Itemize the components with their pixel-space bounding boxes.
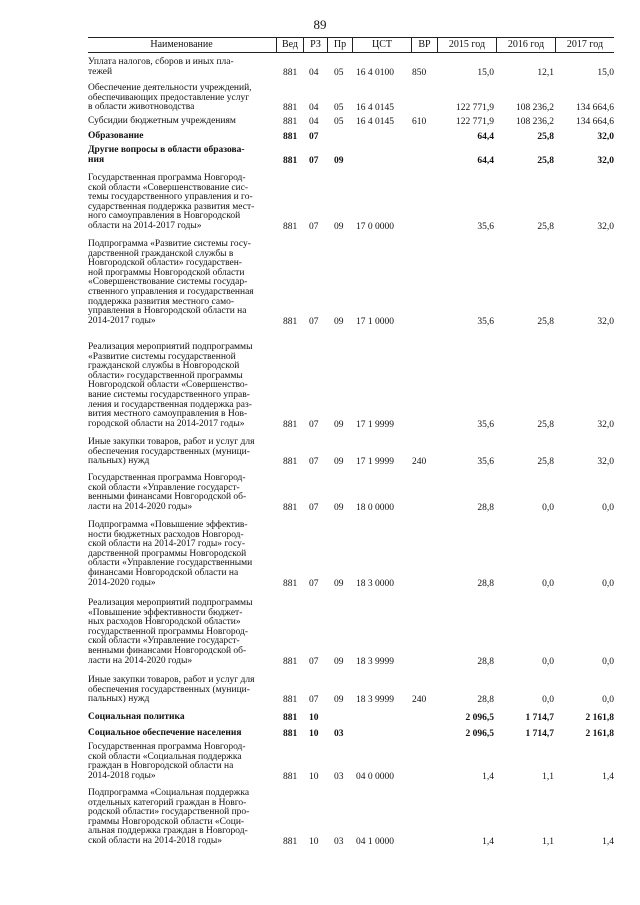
row-value-2016: 1 714,7 (525, 729, 554, 739)
row-rz: 04 (309, 117, 319, 127)
row-pr: 09 (334, 656, 344, 667)
row-ved: 881 (283, 656, 298, 667)
row-cst: 16 4 0100 (356, 67, 394, 78)
row-name: Реализация мероприятий подпрограммы «Повышение эффективности бюджет- ных расходов Новгородской области» государственной программы Новгород- ской области «Управление государст- венными финансами Новгородской об- ласти на 2014-2020 годы» (88, 598, 253, 666)
row-ved: 881 (283, 713, 298, 723)
row-cst: 17 0 0000 (356, 222, 394, 232)
row-ved: 881 (283, 117, 298, 127)
row-rz: 07 (309, 502, 319, 513)
row-vr: 240 (412, 457, 427, 468)
row-ved: 881 (283, 67, 298, 78)
row-cst: 04 1 0000 (356, 837, 394, 847)
row-value-2016: 108 236,2 (516, 103, 554, 114)
row-cst: 16 4 0145 (356, 117, 394, 127)
row-rz: 10 (309, 837, 319, 847)
row-value-2017: 15,0 (597, 67, 614, 78)
row-value-2016: 25,8 (537, 316, 554, 327)
row-pr: 05 (334, 117, 344, 127)
header-2016: 2016 год (496, 38, 555, 52)
row-rz: 07 (309, 419, 319, 430)
row-cst: 04 0 0000 (356, 771, 394, 782)
row-pr: 09 (334, 578, 344, 589)
row-pr: 09 (334, 457, 344, 468)
row-value-2015: 35,6 (477, 222, 494, 232)
row-value-2015: 35,6 (477, 316, 494, 327)
row-value-2016: 0,0 (542, 502, 554, 513)
row-value-2017: 1,4 (602, 837, 614, 847)
row-name: Социальное обеспечение населения (88, 728, 242, 738)
row-cst: 17 1 9999 (356, 419, 394, 430)
row-value-2016: 1,1 (542, 837, 554, 847)
row-value-2016: 0,0 (542, 578, 554, 589)
row-ved: 881 (283, 771, 298, 782)
row-value-2015: 122 771,9 (456, 117, 494, 127)
header-vr: ВР (411, 38, 437, 52)
row-value-2015: 64,4 (477, 155, 494, 166)
row-vr: 240 (412, 695, 427, 706)
row-value-2016: 0,0 (542, 656, 554, 667)
row-cst: 17 1 0000 (356, 316, 394, 327)
row-name: Государственная программа Новгород- ской области «Совершенствование сис- темы государственного управления и го- сударственная поддержка развития мест- ного самоуправления в Новгородской области на 2014-2017 годы» (88, 173, 255, 231)
row-ved: 881 (283, 695, 298, 706)
row-cst: 17 1 9999 (356, 457, 394, 468)
row-pr: 09 (334, 695, 344, 706)
row-value-2016: 25,8 (537, 155, 554, 166)
row-pr: 09 (334, 502, 344, 513)
row-value-2016: 25,8 (537, 419, 554, 430)
row-name: Подпрограмма «Повышение эффектив- ности бюджетных расходов Новгород- ской области на 2014-2017 годы» госу- дарственной программы Новгородской области «Управление государственными финансами Новгородской области на 2014-2020 годы» (88, 520, 253, 588)
row-rz: 10 (309, 771, 319, 782)
header-cst: ЦСТ (352, 38, 411, 52)
row-value-2017: 134 664,6 (576, 103, 614, 114)
row-ved: 881 (283, 132, 298, 142)
row-rz: 07 (309, 316, 319, 327)
row-cst: 18 3 9999 (356, 695, 394, 706)
row-name: Уплата налогов, сборов и иных пла- тежей (88, 57, 234, 77)
row-value-2016: 25,8 (537, 222, 554, 232)
row-ved: 881 (283, 222, 298, 232)
row-value-2017: 1,4 (602, 771, 614, 782)
row-rz: 07 (309, 132, 319, 142)
row-pr: 05 (334, 103, 344, 114)
row-name: Подпрограмма «Социальная поддержка отдельных категорий граждан в Новго- родской области» государственной про- граммы Новгородской области «Соци- альная поддержка граждан в Новгород- ской области на 2014-2018 годы» (88, 788, 250, 846)
row-rz: 07 (309, 155, 319, 166)
row-value-2015: 1,4 (482, 837, 494, 847)
row-value-2017: 0,0 (602, 695, 614, 706)
row-rz: 07 (309, 695, 319, 706)
row-cst: 18 3 9999 (356, 656, 394, 667)
row-value-2017: 0,0 (602, 502, 614, 513)
row-value-2015: 2 096,5 (465, 713, 494, 723)
row-name: Реализация мероприятий подпрограммы «Развитие системы государственной гражданской службы в Новгородской области» государственной программы Новгородской области «Совершенство- вание системы государственного управ- ления и государственная поддержка раз- вития местного самоуправления в Нов- городской области на 2014-2017 годы» (88, 342, 253, 429)
row-value-2016: 25,8 (537, 132, 554, 142)
row-value-2015: 1,4 (482, 771, 494, 782)
row-ved: 881 (283, 457, 298, 468)
row-cst: 16 4 0145 (356, 103, 394, 114)
row-pr: 09 (334, 155, 344, 166)
row-value-2015: 28,8 (477, 578, 494, 589)
row-value-2017: 0,0 (602, 578, 614, 589)
header-pr: Пр (327, 38, 352, 52)
row-value-2017: 32,0 (597, 155, 614, 166)
row-value-2015: 28,8 (477, 656, 494, 667)
row-name: Обеспечение деятельности учреждений, обеспечивающих предоставление услуг в области животноводства (88, 83, 252, 113)
row-value-2016: 108 236,2 (516, 117, 554, 127)
table-header (88, 37, 614, 53)
row-rz: 07 (309, 457, 319, 468)
row-value-2015: 15,0 (477, 67, 494, 78)
header-2017: 2017 год (555, 38, 614, 52)
row-name: Подпрограмма «Развитие системы госу- дарственной гражданской службы в Новгородской области» государствен- ной программы Новгородской области «Совершенствование системы государ- ственного управления и государственная поддержка развития местного само- управления в Новгородской области на 2014-2017 годы» (88, 239, 254, 326)
row-vr: 850 (412, 67, 427, 78)
row-vr: 610 (412, 117, 427, 127)
row-value-2017: 32,0 (597, 316, 614, 327)
row-pr: 09 (334, 222, 344, 232)
row-value-2016: 12,1 (537, 67, 554, 78)
row-name: Государственная программа Новгород- ской области «Социальная поддержка граждан в Новгородской области на 2014-2018 годы» (88, 742, 246, 781)
header-name: Наименование (150, 39, 213, 50)
row-pr: 03 (334, 837, 344, 847)
row-value-2015: 28,8 (477, 502, 494, 513)
row-pr: 03 (334, 729, 344, 739)
row-value-2015: 28,8 (477, 695, 494, 706)
row-value-2015: 122 771,9 (456, 103, 494, 114)
row-value-2017: 32,0 (597, 222, 614, 232)
header-rz: РЗ (303, 38, 327, 52)
row-pr: 09 (334, 419, 344, 430)
row-value-2017: 32,0 (597, 457, 614, 468)
row-rz: 10 (309, 729, 319, 739)
row-rz: 07 (309, 222, 319, 232)
row-value-2017: 32,0 (597, 132, 614, 142)
row-value-2017: 0,0 (602, 656, 614, 667)
row-pr: 09 (334, 316, 344, 327)
row-name: Другие вопросы в области образова- ния (88, 145, 245, 165)
row-name: Иные закупки товаров, работ и услуг для обеспечения государственных (муници- пальных) нужд (88, 675, 255, 705)
row-ved: 881 (283, 837, 298, 847)
row-pr: 05 (334, 67, 344, 78)
row-name: Иные закупки товаров, работ и услуг для обеспечения государственных (муници- пальных) нужд (88, 437, 255, 467)
row-value-2017: 2 161,8 (585, 729, 614, 739)
row-rz: 04 (309, 103, 319, 114)
row-ved: 881 (283, 502, 298, 513)
row-ved: 881 (283, 316, 298, 327)
row-name: Социальная политика (88, 712, 185, 722)
row-value-2015: 35,6 (477, 419, 494, 430)
page-number: 89 (313, 17, 327, 32)
row-value-2015: 35,6 (477, 457, 494, 468)
row-pr: 03 (334, 771, 344, 782)
row-value-2017: 2 161,8 (585, 713, 614, 723)
row-cst: 18 0 0000 (356, 502, 394, 513)
row-ved: 881 (283, 103, 298, 114)
row-ved: 881 (283, 729, 298, 739)
row-ved: 881 (283, 155, 298, 166)
row-name: Субсидии бюджетным учреждениям (88, 116, 236, 126)
row-rz: 07 (309, 578, 319, 589)
row-value-2016: 0,0 (542, 695, 554, 706)
row-value-2017: 134 664,6 (576, 117, 614, 127)
row-value-2016: 25,8 (537, 457, 554, 468)
header-2015: 2015 год (437, 38, 496, 52)
row-value-2016: 1,1 (542, 771, 554, 782)
row-name: Государственная программа Новгород- ской области «Управление государст- венными финансами Новгородской об- ласти на 2014-2020 годы» (88, 473, 247, 512)
row-name: Образование (88, 131, 144, 141)
row-rz: 10 (309, 713, 319, 723)
row-cst: 18 3 0000 (356, 578, 394, 589)
row-value-2015: 64,4 (477, 132, 494, 142)
row-ved: 881 (283, 578, 298, 589)
row-rz: 04 (309, 67, 319, 78)
row-value-2016: 1 714,7 (525, 713, 554, 723)
row-value-2015: 2 096,5 (465, 729, 494, 739)
row-ved: 881 (283, 419, 298, 430)
row-value-2017: 32,0 (597, 419, 614, 430)
header-ved: Вед (276, 38, 303, 52)
row-rz: 07 (309, 656, 319, 667)
